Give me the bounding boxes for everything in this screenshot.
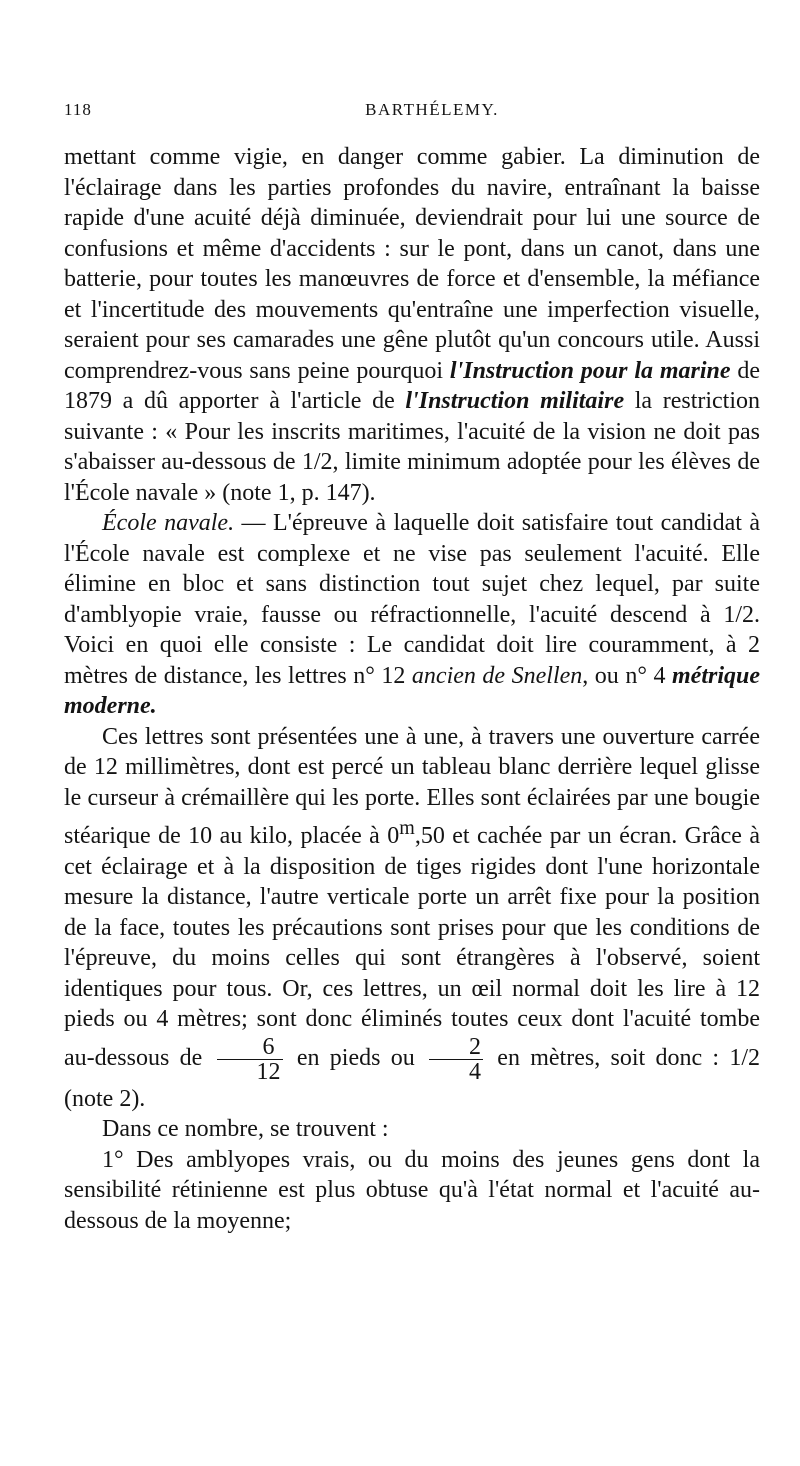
fraction-numerator: 6 bbox=[262, 1033, 275, 1060]
text-run: Dans ce nombre, se trouvent : bbox=[102, 1116, 389, 1142]
text-run: Ces lettres sont présentées une à une, à travers une ouverture carrée de 12 millimètres, dont est percé un tableau blanc derrière lequel glisse le curseur à crémaillère qui les porte. Elles sont éclairées par une bougie stéarique de 10 au kilo, placée à 0 bbox=[64, 723, 760, 849]
fraction-feet bbox=[217, 1035, 283, 1084]
page-number: 118 bbox=[64, 100, 92, 119]
text-run: mettant comme vigie, en danger comme gabier. La diminution de l'éclairage dans les parties profondes du navire, entraînant la baisse rapide d'une acuité déjà diminuée, deviendrait pour lui une source de confusions et même d'accidents : sur le pont, dans un canot, dans une batterie, pour toutes les manœuvres de force et d'ensemble, la méfiance et l'incertitude des mouvements qu'entraîne une imperfection visuelle, seraient pour ses camarades une gêne plutôt qu'un concours utile. Aussi comprendrez-vous sans peine pourquoi bbox=[64, 144, 760, 384]
text-run: ,50 et cachée par un écran. Grâce à cet éclairage et à la disposition de tiges rigides dont l'une horizontale mesure la distance, l'autre verticale porte un arrêt fixe pour la position de la face, toutes les précautions sont prises pour que les conditions de l'épreuve, du moins celles qui sont étrangères à l'observé, soient identiques pour tous. Or, ces lettres, un œil normal doit les lire à 12 pieds ou 4 mètres; sont donc éliminés toutes ceux dont l'acuité tombe au-dessous de bbox=[64, 823, 760, 1071]
paragraph-1 bbox=[64, 142, 760, 508]
body-text bbox=[64, 142, 760, 1236]
text-run: — L'épreuve à laquelle doit satisfaire tout candidat à l'École navale est complexe et ne vise pas seulement l'acuité. Elle élimine en bloc et sans distinction tout sujet chez lequel, par suite d'amblyopie vraie, fausse ou réfractionnelle, l'acuité descend à 1/2. Voici en quoi elle consiste : Le candidat doit lire couramment, à 2 mètres de distance, les lettres n° 12 bbox=[64, 510, 761, 689]
paragraph-4 bbox=[64, 1114, 760, 1145]
superscript-unit: m bbox=[399, 817, 415, 839]
italic-title: l'Instruction pour la marine bbox=[449, 357, 731, 384]
text-run: de 1879 a dû apporter à l'article de bbox=[64, 357, 760, 414]
italic-title: l'Instruction militaire bbox=[405, 388, 625, 414]
paragraph-3 bbox=[64, 722, 760, 1115]
italic-term: métrique moderne. bbox=[64, 662, 761, 719]
paragraph-5 bbox=[64, 1145, 760, 1237]
text-run: 1° Des amblyopes vrais, ou du moins des jeunes gens dont la sensibilité rétinienne est plus obtuse qu'à l'état normal et l'acuité au-dessous de la moyenne; bbox=[64, 1146, 760, 1234]
text-run: en pieds ou bbox=[286, 1044, 425, 1071]
text-run: la restriction suivante : « Pour les inscrits maritimes, l'acuité de la vision ne doit pas s'abaisser au-dessous de 1/2, limite minimum adoptée pour les élèves de l'École navale » (note 1, p. 147). bbox=[64, 388, 761, 506]
section-heading: École navale. bbox=[102, 510, 235, 536]
text-run: , ou n° 4 bbox=[582, 662, 673, 689]
fraction-numerator: 2 bbox=[469, 1033, 481, 1060]
page-header bbox=[64, 100, 760, 130]
text-run: en mètres, soit donc : 1/2 (note 2). bbox=[64, 1044, 760, 1112]
fraction-denominator: 12 bbox=[217, 1059, 283, 1084]
fraction-denominator: 4 bbox=[429, 1059, 483, 1084]
fraction-meters bbox=[429, 1035, 483, 1084]
paragraph-2 bbox=[64, 508, 760, 722]
running-head: BARTHÉLEMY. bbox=[365, 100, 499, 119]
italic-term: ancien de Snellen bbox=[411, 662, 583, 689]
